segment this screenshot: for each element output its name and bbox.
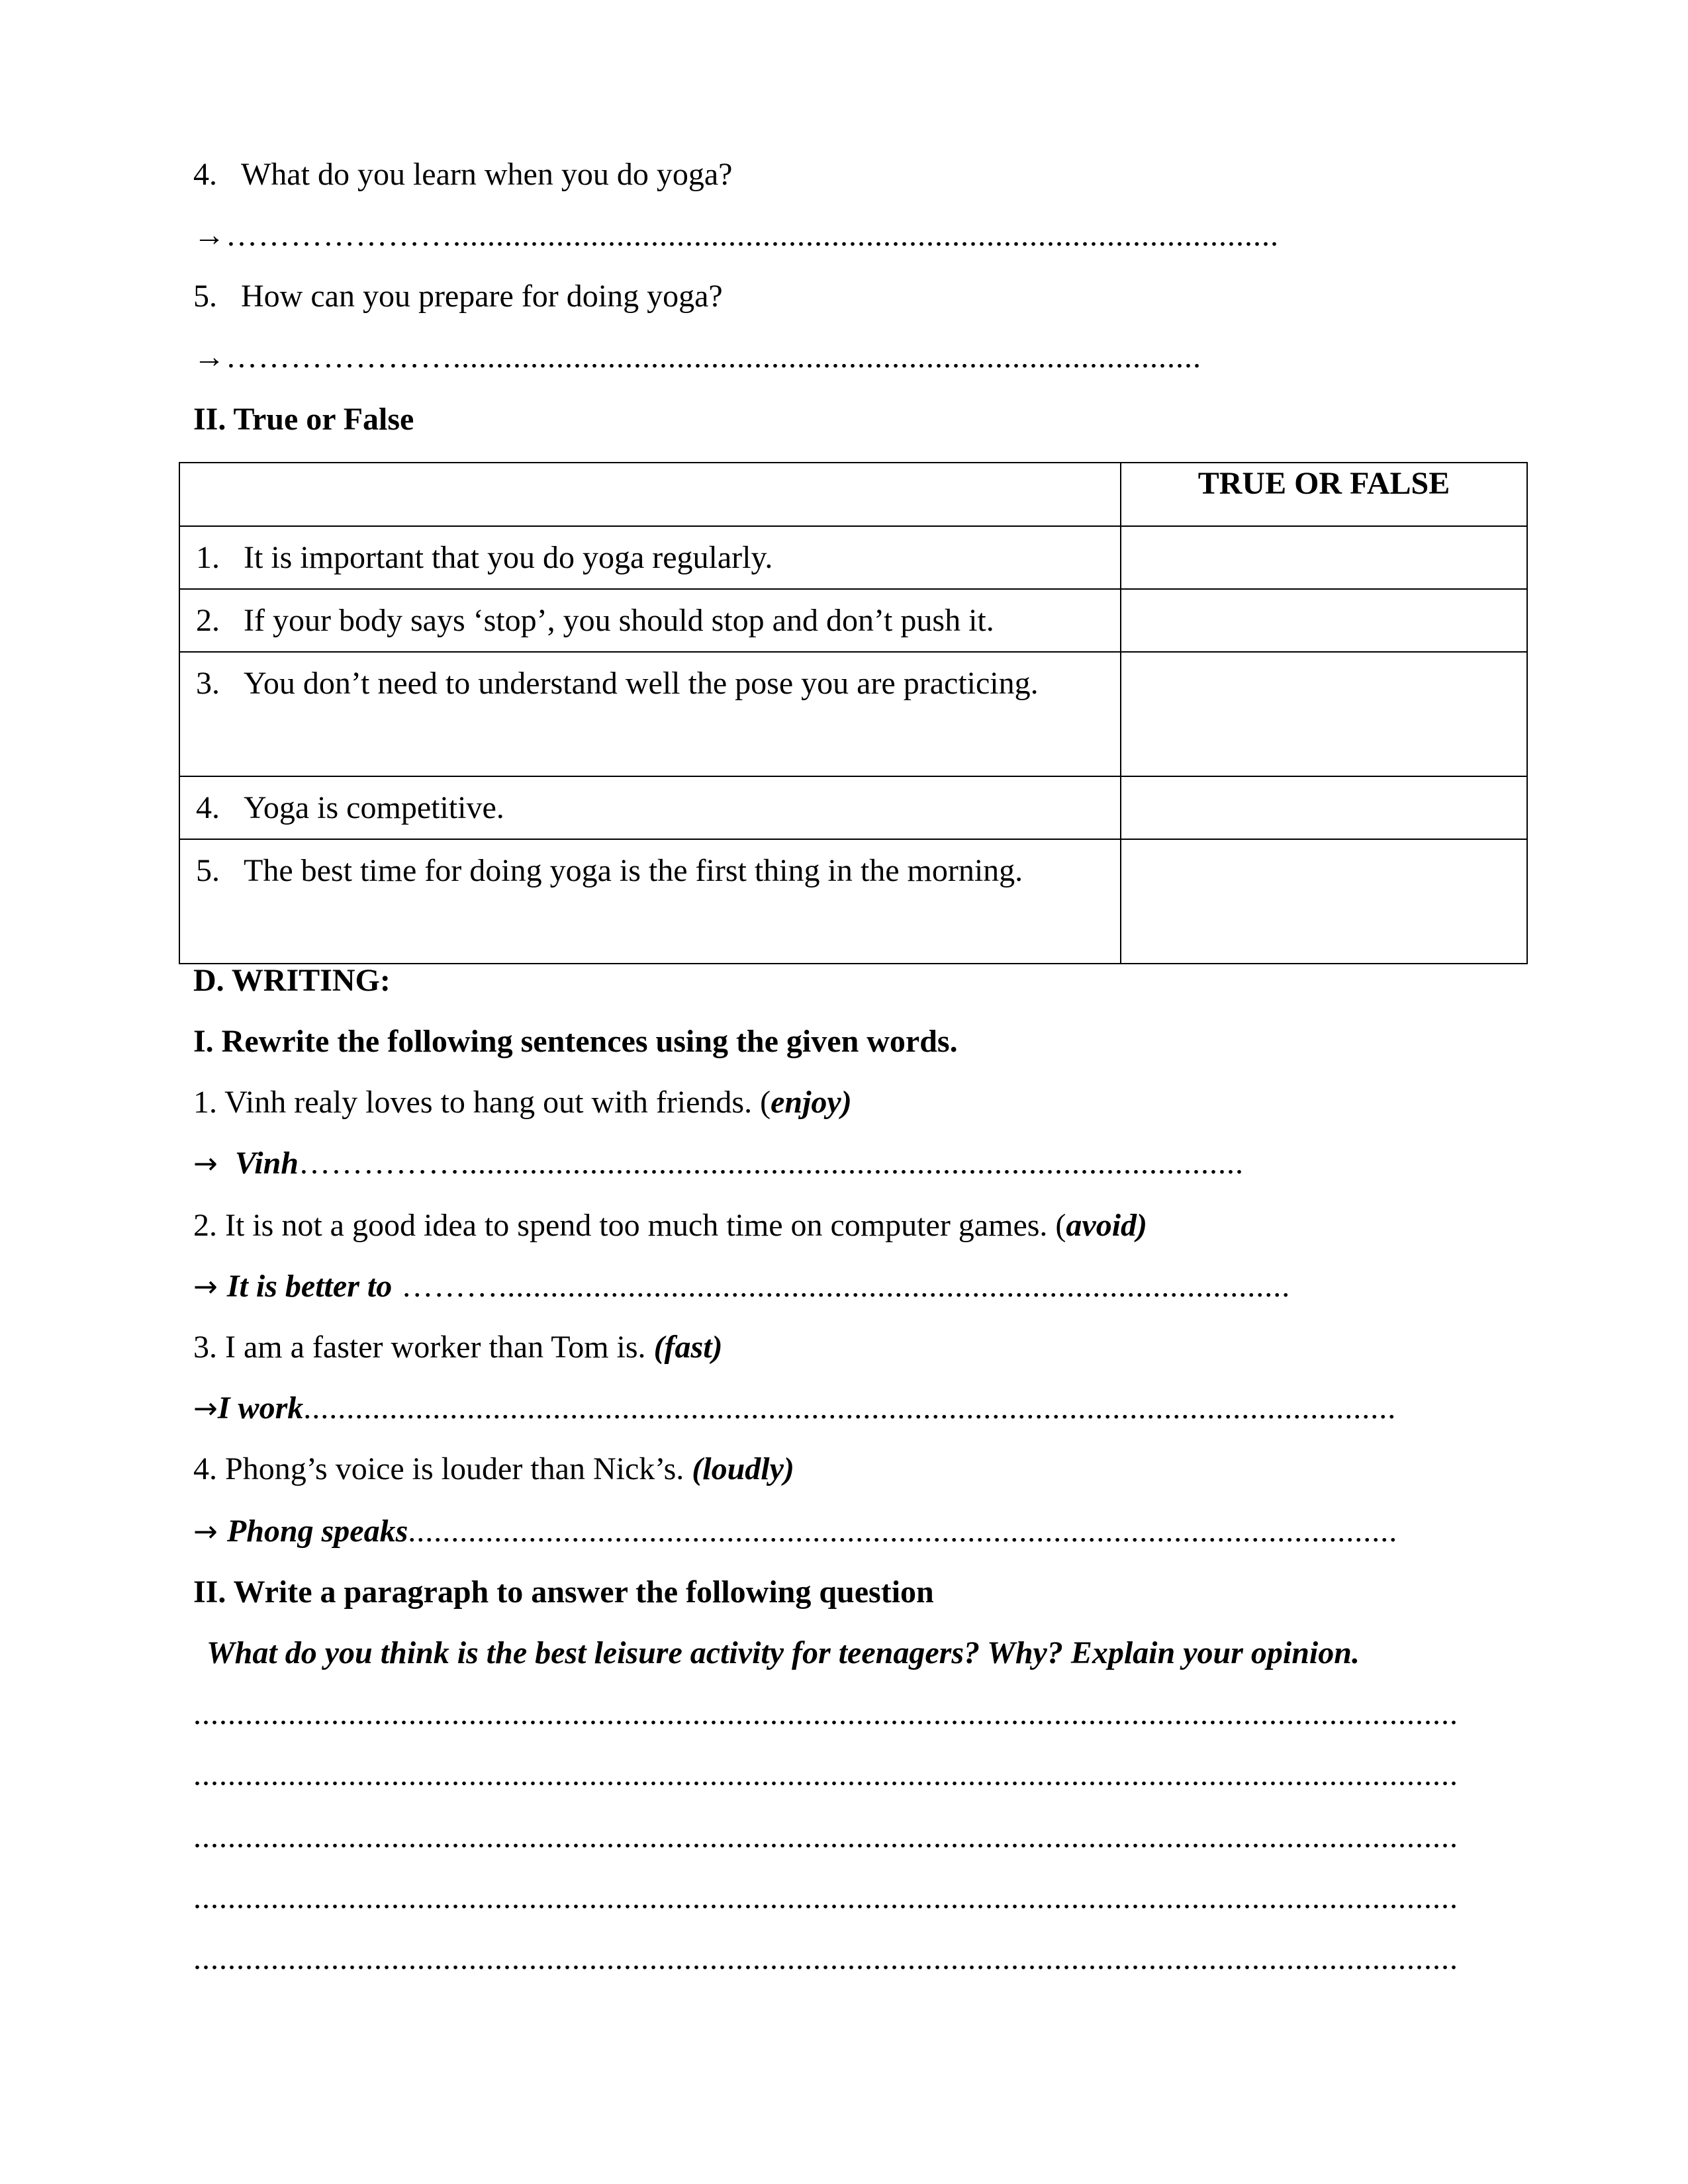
question-number: 4. (193, 157, 217, 192)
rewrite-answer-4[interactable] (193, 1512, 1397, 1552)
answer-cell[interactable] (1121, 652, 1527, 776)
rewrite-sentence: 3. I am a faster worker than Tom is. (193, 1330, 646, 1365)
rewrite-sentence: 2. It is not a good idea to spend too much time on computer games. ( (193, 1208, 1066, 1243)
rewrite-item-2 (193, 1206, 1147, 1246)
question-number: 5. (193, 279, 217, 314)
question-4 (193, 155, 732, 195)
writing-heading: D. WRITING: (193, 963, 391, 998)
question-text: How can you prepare for doing yoga? (241, 279, 723, 314)
paragraph-heading: II. Write a paragraph to answer the following question (193, 1574, 934, 1610)
table-row (179, 589, 1527, 652)
rewrite-sentence: 4. Phong’s voice is louder than Nick’s. (193, 1451, 684, 1486)
row-number: 3. (196, 666, 220, 701)
table-header-empty (179, 463, 1121, 526)
rewrite-keyword: (fast) (653, 1330, 723, 1365)
arrow-icon: → (193, 1515, 218, 1549)
answer-dots[interactable]: ................................................................................................................... (408, 1514, 1398, 1549)
statement-text: If your body says ‘stop’, you should stop and don’t push it. (244, 603, 994, 638)
writing-line[interactable]: ................................................................................................................................................... (193, 1941, 1458, 1976)
answer-cell[interactable] (1121, 839, 1527, 964)
question-text: What do you learn when you do yoga? (241, 157, 733, 192)
statement-cell (179, 776, 1121, 839)
writing-line[interactable]: ................................................................................................................................................... (193, 1696, 1458, 1731)
rewrite-keyword: enjoy) (771, 1085, 852, 1120)
rewrite-item-1 (193, 1083, 852, 1122)
answer-starter: Phong speaks (226, 1514, 408, 1549)
answer-starter: Vinh (234, 1146, 299, 1181)
answer-cell[interactable] (1121, 589, 1527, 652)
table-row (179, 839, 1527, 964)
question-5 (193, 277, 723, 316)
answer-starter: I work (217, 1390, 304, 1426)
rewrite-heading: I. Rewrite the following sentences using the given words. (193, 1024, 958, 1059)
true-false-heading: II. True or False (193, 402, 414, 437)
statement-text: Yoga is competitive. (244, 790, 504, 825)
statement-cell (179, 589, 1121, 652)
table-header-row (179, 463, 1527, 526)
answer-line-4[interactable]: →…………………................................................................................................ (193, 218, 1279, 253)
rewrite-keyword: (loudly) (692, 1451, 794, 1486)
statement-cell (179, 839, 1121, 964)
rewrite-sentence: 1. Vinh realy loves to hang out with friends. ( (193, 1085, 771, 1120)
table-row (179, 526, 1527, 589)
statement-cell (179, 526, 1121, 589)
row-number: 1. (196, 540, 220, 575)
answer-cell[interactable] (1121, 776, 1527, 839)
writing-line[interactable]: ................................................................................................................................................... (193, 1757, 1458, 1792)
statement-text: The best time for doing yoga is the first thing in the morning. (244, 853, 1023, 888)
statement-cell (179, 652, 1121, 776)
statement-text: It is important that you do yoga regularly. (244, 540, 773, 575)
arrow-icon: → (193, 1270, 218, 1304)
rewrite-answer-1[interactable] (193, 1144, 1244, 1184)
row-number: 5. (196, 853, 220, 888)
row-number: 2. (196, 603, 220, 638)
writing-line[interactable]: ................................................................................................................................................... (193, 1819, 1458, 1854)
answer-line-5[interactable]: →…………………....................................................................................... (193, 340, 1201, 375)
column-header: TRUE OR FALSE (1197, 466, 1450, 501)
table-row (179, 776, 1527, 839)
answer-dots[interactable]: ……………........................................................................................... (298, 1146, 1244, 1181)
writing-line[interactable]: ................................................................................................................................................... (193, 1880, 1458, 1915)
rewrite-keyword: avoid) (1066, 1208, 1148, 1243)
true-false-table (179, 462, 1528, 964)
arrow-icon: → (193, 1392, 218, 1426)
answer-dots[interactable]: ………............................................................................................ (401, 1269, 1291, 1304)
statement-text: You don’t need to understand well the pose you are practicing. (244, 666, 1039, 701)
arrow-icon: → (193, 1147, 218, 1181)
row-number: 4. (196, 790, 220, 825)
rewrite-answer-2[interactable] (193, 1267, 1290, 1307)
answer-starter: It is better to (226, 1269, 393, 1304)
table-row (179, 652, 1527, 776)
rewrite-answer-3[interactable] (193, 1388, 1396, 1429)
answer-cell[interactable] (1121, 526, 1527, 589)
answer-dots[interactable]: ............................................................................................................................... (303, 1390, 1397, 1426)
rewrite-item-4 (193, 1449, 794, 1489)
table-header-cell (1121, 463, 1527, 526)
paragraph-prompt: What do you think is the best leisure activity for teenagers? Why? Explain your opinion. (207, 1635, 1360, 1670)
rewrite-item-3 (193, 1328, 723, 1367)
